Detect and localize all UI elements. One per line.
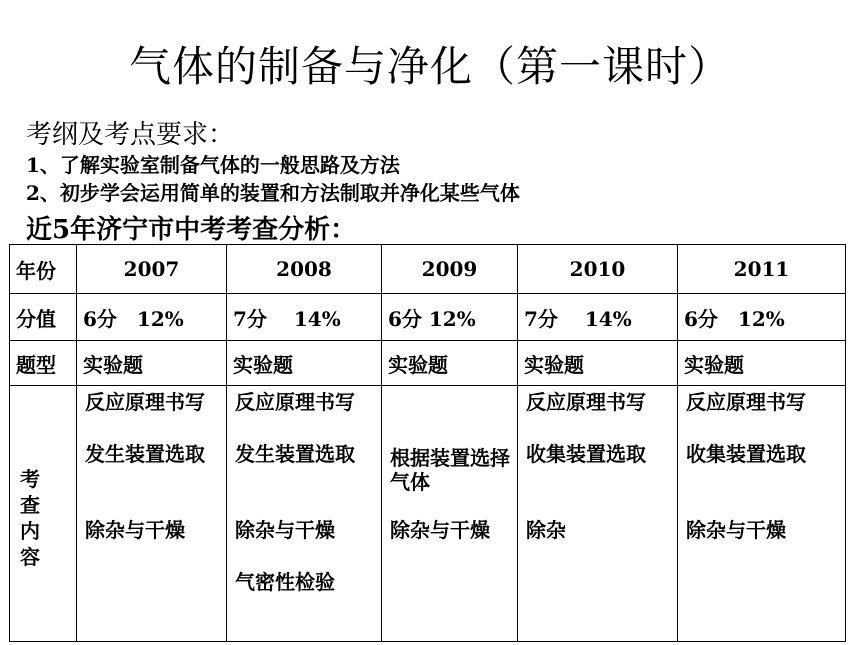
content-item: 反应原理书写 [686,390,806,414]
content-item: 除杂与干燥 [390,518,490,542]
table-row-content [10,386,846,642]
score-cell: 6分 12% [382,294,518,341]
requirements-heading: 考纲及考点要求： [26,120,235,150]
row-label-score: 分值 [10,294,77,341]
score-cell: 6分 12% [678,294,846,341]
row-label-content: 考查内容 [20,466,40,569]
content-item: 除杂 [526,518,566,542]
type-cell: 实验题 [678,341,846,386]
row-label-year: 年份 [10,245,77,294]
score-cell: 7分 14% [227,294,382,341]
content-item: 除杂与干燥 [235,518,335,542]
type-cell: 实验题 [77,341,227,386]
type-cell: 实验题 [227,341,382,386]
year-cell: 2010 [518,245,678,294]
content-item: 除杂与干燥 [686,518,786,542]
content-item: 除杂与干燥 [85,518,185,542]
row-label-content-cell [10,386,77,642]
analysis-heading: 近5年济宁市中考考查分析： [26,215,357,245]
content-item: 反应原理书写 [235,390,355,414]
type-cell: 实验题 [382,341,518,386]
content-item: 气密性检验 [235,570,335,594]
table-row-type [10,341,846,386]
content-cell-2009 [382,386,518,642]
year-cell: 2008 [227,245,382,294]
type-cell: 实验题 [518,341,678,386]
content-item: 发生装置选取 [235,442,355,466]
year-cell: 2009 [382,245,518,294]
exam-analysis-table [9,244,846,642]
requirement-item-2: 2、初步学会运用简单的装置和方法制取并净化某些气体 [26,181,520,205]
score-cell: 6分 12% [77,294,227,341]
table-row-score [10,294,846,341]
row-label-type: 题型 [10,341,77,386]
table-row-year [10,245,846,294]
score-cell: 7分 14% [518,294,678,341]
content-cell-2010 [518,386,678,642]
content-cell-2008 [227,386,382,642]
requirement-item-1: 1、了解实验室制备气体的一般思路及方法 [26,153,400,177]
content-item: 反应原理书写 [526,390,646,414]
content-item: 反应原理书写 [85,390,205,414]
content-item: 收集装置选取 [686,442,806,466]
content-item: 根据装置选择气体 [390,446,510,494]
content-item: 收集装置选取 [526,442,646,466]
content-item: 发生装置选取 [85,442,205,466]
content-cell-2007 [77,386,227,642]
content-cell-2011 [678,386,846,642]
slide-title: 气体的制备与净化（第一课时） [128,42,731,91]
year-cell: 2007 [77,245,227,294]
year-cell: 2011 [678,245,846,294]
